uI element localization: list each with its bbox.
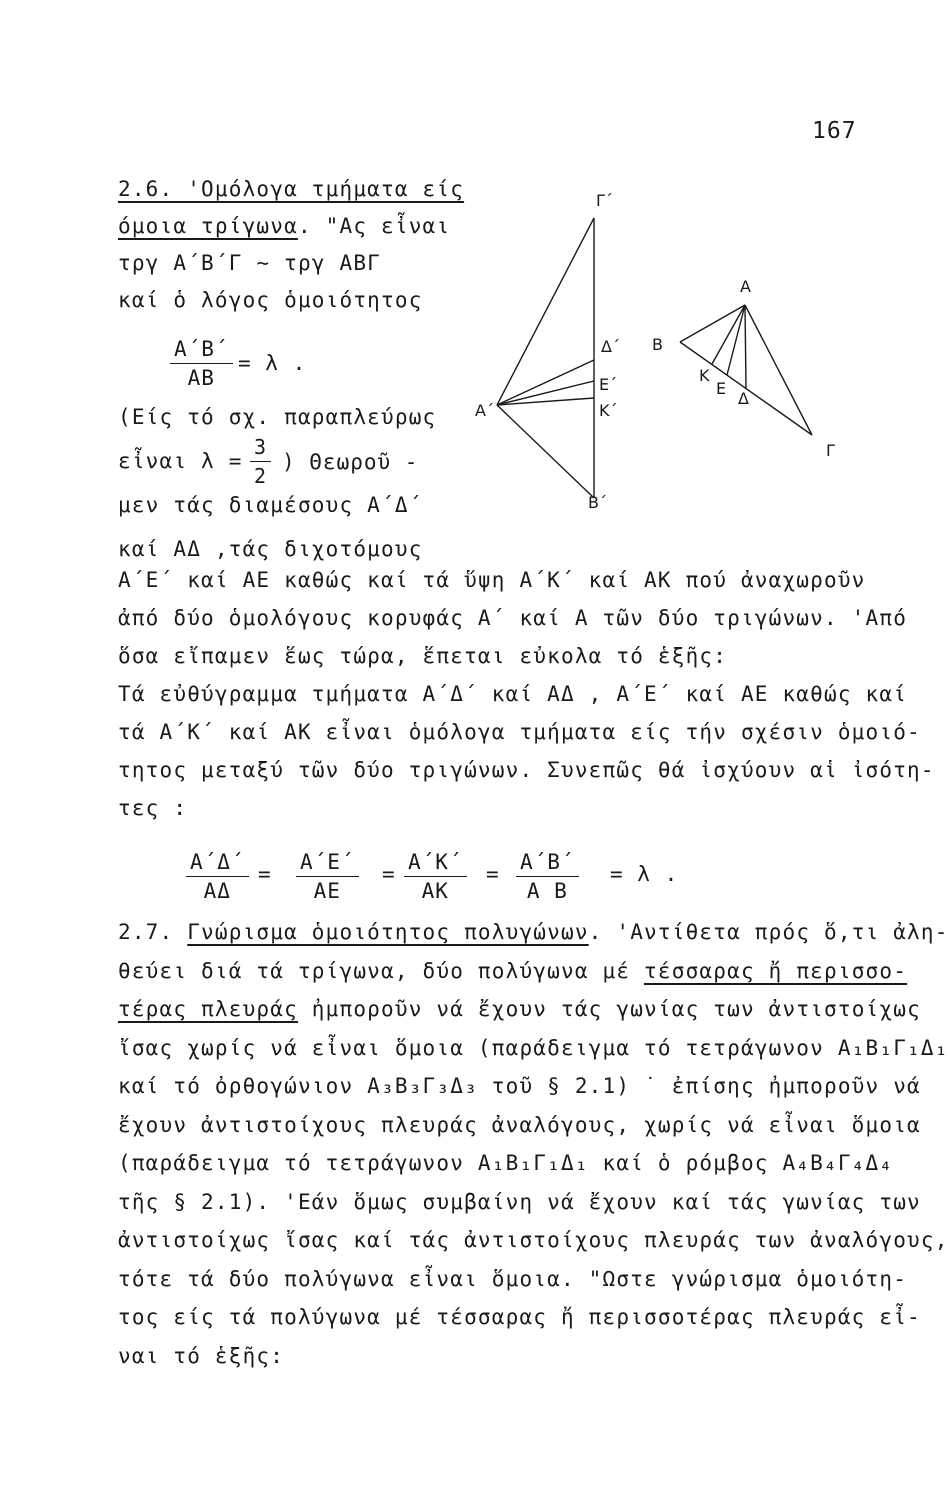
text-span: εἶναι λ = [118,449,243,473]
text-span: τά Α΄Κ΄ καί ΑΚ εἶναι ὁμόλογα τμήματα είς τήν σχέσιν ὁμοιό- [118,720,921,744]
underlined-text: τέρας πλευράς [118,997,298,1021]
equals-sign: = [382,862,396,886]
fraction-numerator: Α΄Δ΄ [190,850,245,874]
fraction-denominator: ΑΕ [296,876,359,905]
label-small-b: Β [652,335,663,354]
fraction-denominator: ΑΔ [186,876,249,905]
page-number: 167 [812,118,857,144]
label-big-k: Κ΄ [599,401,618,420]
text-span: (Είς τό σχ. παραπλεύρως [118,405,437,429]
label-small-a: Α [740,277,751,296]
big-median-ad [497,360,594,405]
big-triangle-side-ab [497,405,594,498]
label-big-d: Δ΄ [601,337,620,356]
text-span: ἀντιστοίχως ἴσας καί τάς ἀντιστοίχους πλευράς των ἀναλόγους, [118,1228,949,1252]
text-span: ἴσας χωρίς νά εἶναι ὅμοια (παράδειγμα τό τετράγωνον Α₁Β₁Γ₁Δ₁ [118,1035,949,1060]
lambda-numerator: 3 [254,435,268,459]
big-triangle-side-ag [497,218,594,405]
text-span: τργ Α΄Β΄Γ ∼ τργ ΑΒΓ [118,251,382,275]
ratio-numerator: Α΄Β΄ [174,337,229,361]
fraction-numerator: Α΄Β΄ [520,850,575,874]
text-span: Τά εὐθύγραμμα τμήματα Α΄Δ΄ καί ΑΔ , Α΄Ε΄ καί ΑΕ καθώς καί [118,682,908,706]
text-span: τῆς § 2.1). 'Εάν ὅμως συμβαίνη νά ἔχουν καί τάς γωνίας των [118,1189,921,1214]
text-span: καί ΑΔ ,τάς διχοτόμους [118,537,423,561]
label-big-top: Γ΄ [596,191,613,210]
fraction-denominator: Α Β [516,876,579,905]
equals-sign: = [486,862,500,886]
text-span: καί τό ὀρθογώνιον Α₃Β₃Γ₃Δ₃ τοῦ § 2.1) ˙ ἐπίσης ἠμποροῦν νά [118,1074,921,1098]
underlined-text: τέσσαρας ἤ περισσο- [644,958,908,983]
label-small-k: Κ [699,366,710,385]
text-span: ἀπό δύο ὁμολόγους κορυφάς Α΄ καί Α τῶν δύο τριγώνων. 'Από [118,606,908,630]
ratio-denominator: ΑΒ [170,363,233,392]
label-small-d: Δ [738,389,749,408]
label-small-e: Ε [716,379,727,398]
text-span: . 'Αντίθετα πρός ὅ,τι ἀλη- [588,920,949,944]
equals-sign: = [258,862,272,886]
small-bisector-ae [727,305,745,375]
fraction-numerator: Α΄Ε΄ [300,850,355,874]
label-small-g: Γ [826,441,835,460]
underlined-text: 2.6. 'Ομόλογα τμήματα είς [118,177,465,201]
text-span: τος είς τά πολύγωνα μέ τέσσαρας ἤ περισσοτέρας πλευράς εἶ- [118,1305,921,1329]
small-median-ad [745,305,746,388]
text-span: Α΄Ε΄ καί ΑΕ καθώς καί τά ὕψη Α΄Κ΄ καί ΑΚ πού ἀναχωροῦν [118,568,866,592]
text-span: τότε τά δύο πολύγωνα εἶναι ὅμοια. "Ωστε γνώρισμα ὁμοιότη- [118,1266,908,1291]
text-span: ἠμποροῦν νά ἔχουν τάς γωνίας των ἀντιστοίχως [297,997,921,1021]
text-span: . "Ας εἶναι [297,214,451,238]
text-span: καί ὁ λόγος ὁμοιότητος [118,288,423,312]
text-span: ὅσα εἴπαμεν ἕως τώρα, ἕπεται εὐκολα τό ἑξῆς: [118,644,728,668]
lambda-after: ) Θεωροῦ - [282,450,419,474]
equality-rhs: = λ . [610,862,679,886]
lambda-denominator: 2 [250,461,271,490]
text-span: ἔχουν ἀντιστοίχους πλευράς ἀναλόγους, χωρίς νά εἶναι ὅμοια [118,1112,921,1137]
underlined-text: όμοια τρίγωνα [118,214,298,238]
text-span: (παράδειγμα τό τετράγωνον Α₁Β₁Γ₁Δ₁ καί ὁ ρόμβος Α₄Β₄Γ₄Δ₄ [118,1151,894,1175]
text-span: μεν τάς διαμέσους Α΄Δ΄ [118,493,423,517]
text-span: τες : [118,796,188,820]
label-big-bottom: Β΄ [588,493,607,512]
small-triangle-side-ag [745,305,812,435]
text-span: θεύει διά τά τρίγωνα, δύο πολύγωνα μέ [118,958,645,983]
fraction-denominator: ΑΚ [404,876,467,905]
text-span: 2.7. [118,920,188,944]
label-big-e: Ε΄ [599,375,618,394]
underlined-text: Γνώρισμα ὁμοιότητος πολυγώνων [187,920,589,944]
ratio-rhs: = λ . [238,351,307,375]
text-span: ναι τό ἑξῆς: [118,1343,285,1368]
label-big-left: Α΄ [475,401,494,420]
fraction-numerator: Α΄Κ΄ [408,850,463,874]
text-span: τητος μεταξύ τῶν δύο τριγώνων. Συνεπῶς θά ἰσχύουν αἱ ἰσότη- [118,758,935,782]
